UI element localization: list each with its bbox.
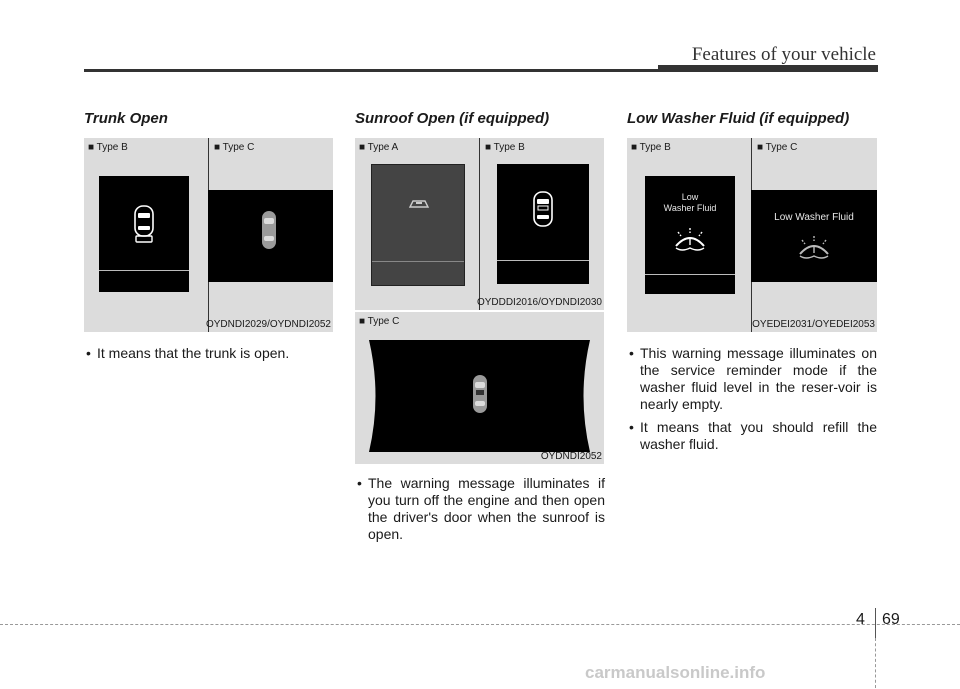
washer-bullet-list	[627, 345, 877, 459]
type-b-label: ■ Type B	[88, 142, 128, 153]
watermark: carmanualsonline.info	[585, 663, 766, 682]
page-number-divider	[875, 608, 876, 638]
list-item: • It means that you should refill the washer fluid.	[627, 419, 877, 453]
header-rule-accent	[658, 65, 878, 72]
figure-divider	[479, 138, 480, 310]
sunroof-screen-type-b	[497, 164, 589, 284]
trunk-screen-type-b	[99, 176, 189, 292]
washer-screen-text: Low Washer Fluid	[774, 212, 854, 223]
page-number: 69	[882, 611, 900, 628]
washer-screen-type-b	[645, 176, 735, 294]
type-b-label: ■ Type B	[631, 142, 671, 153]
car-top-view-icon	[531, 190, 555, 230]
sunroof-bullet-list	[355, 475, 605, 549]
car-top-view-icon	[132, 204, 156, 244]
screen-divider-line	[99, 270, 189, 271]
type-b-label: ■ Type B	[485, 142, 525, 153]
washer-screen-line-1: Low	[681, 192, 699, 202]
trunk-screen-type-c	[208, 190, 333, 282]
car-top-view-icon	[260, 210, 278, 250]
screen-divider-line	[645, 274, 735, 275]
figure-code: OYDNDI2052	[540, 451, 602, 462]
chapter-number: 4	[856, 611, 865, 628]
sunroof-screen-type-c	[363, 340, 596, 452]
type-c-label: ■ Type C	[359, 316, 400, 327]
figure-code: OYEDEI2031/OYEDEI2053	[752, 319, 875, 330]
sunroof-screen-type-a	[371, 164, 465, 286]
washer-section-title: Low Washer Fluid (if equipped)	[627, 110, 850, 127]
trunk-figure	[84, 138, 333, 332]
type-c-label: ■ Type C	[214, 142, 255, 153]
trunk-bullet-list	[84, 345, 334, 368]
sunroof-icon	[408, 197, 430, 209]
figure-code: OYDDDI2016/OYDNDI2030	[476, 297, 602, 308]
footer-rule	[0, 624, 960, 625]
washer-fluid-icon	[672, 226, 708, 254]
footer-crop-line	[875, 638, 876, 688]
type-a-label: ■ Type A	[359, 142, 399, 153]
washer-screen-type-c	[751, 190, 877, 282]
washer-screen-line-2: Washer Fluid	[663, 203, 717, 213]
washer-figure	[627, 138, 877, 332]
sunroof-figure-top	[355, 138, 604, 310]
sunroof-figure-bottom	[355, 312, 604, 464]
screen-divider-line	[372, 261, 464, 262]
type-c-label: ■ Type C	[757, 142, 798, 153]
list-item: • This warning message illuminates on the service reminder mode if the washer fluid level in the reser-voir is nearly empty.	[627, 345, 877, 413]
figure-code: OYDNDI2029/OYDNDI2052	[205, 319, 331, 330]
screen-divider-line	[497, 260, 589, 261]
sunroof-section-title: Sunroof Open (if equipped)	[355, 110, 550, 127]
list-item: • The warning message illuminates if you turn off the engine and then open the driver's door when the sunroof is open.	[355, 475, 605, 543]
washer-fluid-icon	[796, 234, 832, 262]
running-header: Features of your vehicle	[691, 44, 876, 65]
trunk-section-title: Trunk Open	[84, 110, 168, 127]
list-item: • It means that the trunk is open.	[84, 345, 334, 362]
